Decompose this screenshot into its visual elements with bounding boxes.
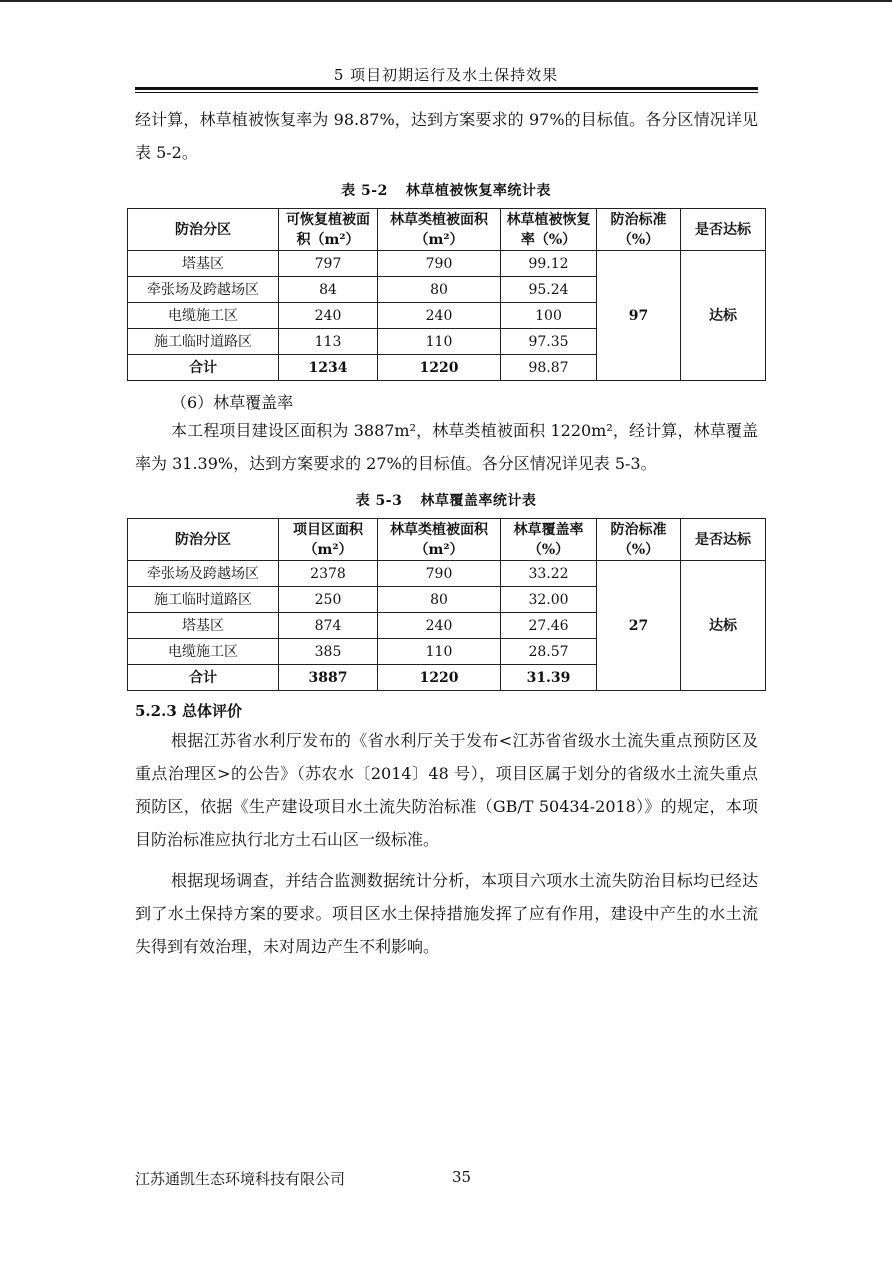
table-5-3 — [127, 518, 766, 691]
table-header-row — [128, 209, 766, 251]
total-value-cell: 98.87 — [501, 355, 597, 381]
value-cell: 100 — [501, 303, 597, 329]
value-cell: 33.22 — [501, 561, 597, 587]
value-cell: 99.12 — [501, 251, 597, 277]
zone-cell: 电缆施工区 — [128, 303, 279, 329]
table-5-2-number: 表 5-2 — [341, 183, 388, 199]
value-cell: 84 — [279, 277, 378, 303]
zone-cell: 牵张场及跨越场区 — [128, 277, 279, 303]
table-5-3-number: 表 5-3 — [355, 493, 403, 509]
section-heading: 5.2.3 总体评价 — [135, 702, 242, 720]
header-cell: 项目区面积（m²） — [279, 519, 378, 561]
value-cell: 240 — [378, 613, 501, 639]
result-cell: 达标 — [681, 251, 766, 381]
header-cell: 是否达标 — [681, 519, 766, 561]
footer-company: 江苏通凯生态环境科技有限公司 — [135, 1170, 346, 1188]
header-cell: 防治标准（%） — [597, 519, 681, 561]
zone-cell: 电缆施工区 — [128, 639, 279, 665]
value-cell: 80 — [378, 587, 501, 613]
value-cell: 240 — [378, 303, 501, 329]
total-value-cell: 31.39 — [501, 665, 597, 691]
table-header-row — [128, 519, 766, 561]
table-5-2 — [127, 208, 766, 381]
value-cell: 874 — [279, 613, 378, 639]
header-cell: 可恢复植被面积（m²） — [279, 209, 378, 251]
header-cell: 防治标准（%） — [597, 209, 681, 251]
table-5-3-title: 林草覆盖率统计表 — [420, 493, 537, 509]
value-cell: 240 — [279, 303, 378, 329]
value-cell: 2378 — [279, 561, 378, 587]
value-cell: 385 — [279, 639, 378, 665]
top-border-line — [0, 0, 892, 2]
evaluation-paragraph-1: 根据江苏省水利厅发布的《省水利厅关于发布<江苏省省级水土流失重点预防区及重点治理区>的公告》（苏农水〔2014〕48 号），项目区属于划分的省级水土流失重点预防区，依据《生产建设项目水土流失防治标准（GB/T 50434-2018）》的规定，本项目防治标准应执行北方土石山区一级标准。 — [135, 731, 758, 849]
table-row — [128, 561, 766, 587]
table-5-2-caption — [0, 180, 892, 200]
running-header: 5 项目初期运行及水土保持效果 — [333, 66, 559, 84]
total-label-cell: 合计 — [128, 665, 279, 691]
value-cell: 113 — [279, 329, 378, 355]
value-cell: 110 — [378, 329, 501, 355]
zone-cell: 施工临时道路区 — [128, 329, 279, 355]
header-cell: 防治分区 — [128, 519, 279, 561]
table-5-2-title: 林草植被恢复率统计表 — [405, 183, 551, 199]
table-5-3-caption — [0, 490, 892, 510]
total-value-cell: 1220 — [378, 665, 501, 691]
value-cell: 797 — [279, 251, 378, 277]
table-row — [128, 251, 766, 277]
zone-cell: 塔基区 — [128, 251, 279, 277]
value-cell: 790 — [378, 561, 501, 587]
value-cell: 110 — [378, 639, 501, 665]
result-cell: 达标 — [681, 561, 766, 691]
total-label-cell: 合计 — [128, 355, 279, 381]
header-rule-thick — [135, 87, 758, 90]
standard-cell: 97 — [597, 251, 681, 381]
page-number: 35 — [452, 1168, 472, 1186]
item-6-paragraph: 本工程项目建设区面积为 3887m²，林草类植被面积 1220m²，经计算，林草覆盖率为 31.39%，达到方案要求的 27%的目标值。各分区情况详见表 5-3。 — [135, 421, 758, 473]
header-cell: 防治分区 — [128, 209, 279, 251]
header-cell: 林草类植被面积（m²） — [378, 209, 501, 251]
header-cell: 林草类植被面积（m²） — [378, 519, 501, 561]
standard-cell: 27 — [597, 561, 681, 691]
value-cell: 95.24 — [501, 277, 597, 303]
item-6-label: （6）林草覆盖率 — [171, 393, 294, 412]
header-cell: 林草植被恢复率（%） — [501, 209, 597, 251]
header-cell: 林草覆盖率（%） — [501, 519, 597, 561]
evaluation-paragraph-2: 根据现场调查，并结合监测数据统计分析，本项目六项水土流失防治目标均已经达到了水土保持方案的要求。项目区水土保持措施发挥了应有作用，建设中产生的水土流失得到有效治理，未对周边产生不利影响。 — [135, 871, 758, 956]
value-cell: 80 — [378, 277, 501, 303]
total-value-cell: 3887 — [279, 665, 378, 691]
zone-cell: 牵张场及跨越场区 — [128, 561, 279, 587]
value-cell: 27.46 — [501, 613, 597, 639]
total-value-cell: 1220 — [378, 355, 501, 381]
value-cell: 250 — [279, 587, 378, 613]
header-cell: 是否达标 — [681, 209, 766, 251]
zone-cell: 塔基区 — [128, 613, 279, 639]
value-cell: 790 — [378, 251, 501, 277]
value-cell: 32.00 — [501, 587, 597, 613]
total-value-cell: 1234 — [279, 355, 378, 381]
header-rule-thin — [135, 92, 758, 93]
value-cell: 28.57 — [501, 639, 597, 665]
value-cell: 97.35 — [501, 329, 597, 355]
intro-paragraph: 经计算，林草植被恢复率为 98.87%，达到方案要求的 97%的目标值。各分区情况详见表 5-2。 — [135, 110, 758, 162]
zone-cell: 施工临时道路区 — [128, 587, 279, 613]
